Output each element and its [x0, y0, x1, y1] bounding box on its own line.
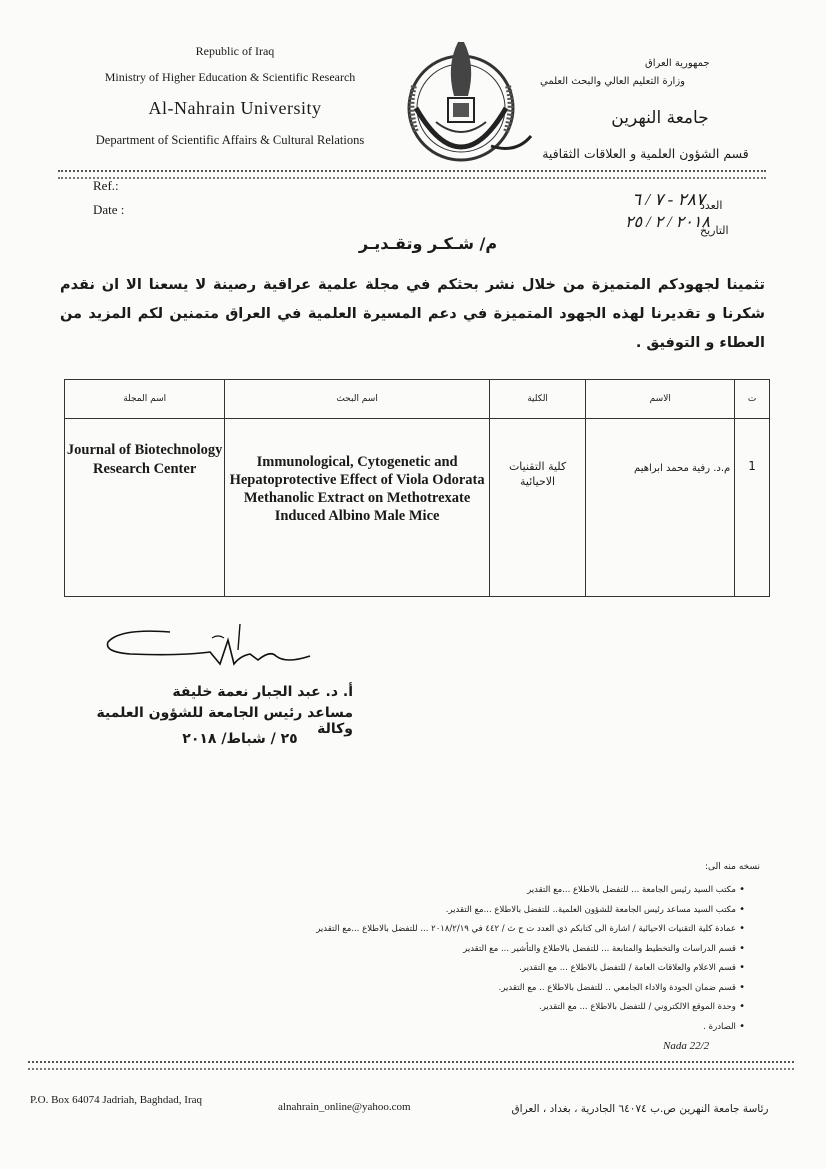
- ref-label: Ref.:: [93, 178, 119, 193]
- header-divider: [58, 170, 766, 179]
- list-item: • عمادة كلية التقنيات الاحيائية / اشارة الى كتابكم ذي العدد ت ح ث / ٤٤٢ في ٢٠١٨/٢/١٩ ... للتفضل بالاطلاع ...مع التقدير: [180, 919, 745, 939]
- university-logo: [396, 36, 536, 166]
- col-header-name: الاسم: [586, 380, 735, 419]
- typist-initials: Nada 22/2: [663, 1040, 710, 1052]
- cell-num: 1: [735, 419, 770, 597]
- list-item: • وحدة الموقع الالكتروني / للتفضل بالاطلاع ... مع التقدير.: [180, 997, 745, 1017]
- cell-title: Immunological, Cytogenetic and Hepatoprotective Effect of Viola Odorata Methanolic Extract on Methotrexate Induced Albino Male Mice: [225, 419, 490, 597]
- col-header-college: الكلية: [489, 380, 585, 419]
- cell-name: م.د. رفية محمد ابراهيم: [586, 419, 735, 597]
- list-item: • قسم الاعلام والعلاقات العامة / للتفضل بالاطلاع ... مع التقدير.: [180, 958, 745, 978]
- header-university: Al-Nahrain University: [148, 98, 322, 118]
- header-ar-university: جامعة النهرين: [611, 108, 709, 128]
- table-row: [65, 419, 770, 597]
- date-value: ٢٠١٨ / ٢ / ٢٥: [624, 214, 710, 231]
- date-label: Date :: [93, 202, 125, 217]
- copies-header: نسخه منه الى:: [704, 862, 760, 872]
- footer-address-ar: رئاسة جامعة النهرين ص.ب ٦٤٠٧٤ الجادرية ، بغداد ، العراق: [511, 1103, 769, 1115]
- date-label-ar: التاريخ: [700, 224, 729, 237]
- header-republic: Republic of Iraq: [195, 44, 275, 58]
- list-item: • قسم الدراسات والتخطيط والمتابعة ... للتفضل بالاطلاع والتأشير ... مع التقدير: [180, 939, 745, 959]
- col-header-journal: اسم المجلة: [65, 380, 225, 419]
- list-item: • مكتب السيد رئيس الجامعة ... للتفضل بالاطلاع ...مع التقدير: [180, 880, 745, 900]
- header-ar-ministry: وزارة التعليم العالي والبحث العلمي: [540, 76, 685, 87]
- copies-list: [180, 880, 745, 1036]
- header-ar-republic: جمهورية العراق: [645, 58, 710, 69]
- footer-divider: [28, 1061, 794, 1070]
- letter-body: تثمينا لجهودكم المتميزة من خلال نشر بحثكم في مجلة علمية عراقية رصينة لا يسعنا الا ان نقدم شكرنا و تقديرنا لهذه الجهود المتميزة في دعم المسيرة العلمية في العراق متمنين لكم المزيد من العطاء و التوفيق .: [60, 277, 765, 351]
- header-ministry: Ministry of Higher Education & Scientific Research: [104, 70, 356, 84]
- number-label-ar: العدد: [700, 199, 723, 212]
- list-item: • الصادرة .: [180, 1017, 745, 1037]
- footer-address-en: P.O. Box 64074 Jadriah, Baghdad, Iraq: [30, 1094, 203, 1106]
- signature-date: ٢٥ / شباط/ ٢٠١٨: [182, 731, 298, 747]
- header-ar-department: قسم الشؤون العلمية و العلاقات الثقافية: [542, 146, 749, 161]
- header-department: Department of Scientific Affairs & Cultural Relations: [95, 133, 365, 147]
- signatory-title: مساعد رئيس الجامعة للشؤون العلمية وكالة: [96, 705, 353, 737]
- subject-line: م/ شـكـر وتقـديـر: [358, 234, 498, 253]
- research-table: [64, 379, 770, 597]
- footer-email: alnahrain_online@yahoo.com: [278, 1101, 411, 1113]
- col-header-num: ت: [735, 380, 770, 419]
- handwritten-signature: [100, 620, 330, 678]
- list-item: • مكتب السيد مساعد رئيس الجامعة للشؤون العلمية.. للتفضل بالاطلاع ...مع التقدير.: [180, 900, 745, 920]
- cell-college: كلية التقنيات الاحيائية: [489, 419, 585, 597]
- table-header-row: [65, 380, 770, 419]
- list-item: • قسم ضمان الجودة والاداء الجامعي .. للتفضل بالاطلاع .. مع التقدير.: [180, 978, 745, 998]
- number-value: ٢٨٧ - ٧ / ٦: [631, 190, 705, 209]
- col-header-title: اسم البحث: [225, 380, 490, 419]
- cell-journal: Journal of Biotechnology Research Center: [65, 419, 225, 597]
- signatory-name: أ. د. عبد الجبار نعمة خليفة: [172, 684, 353, 700]
